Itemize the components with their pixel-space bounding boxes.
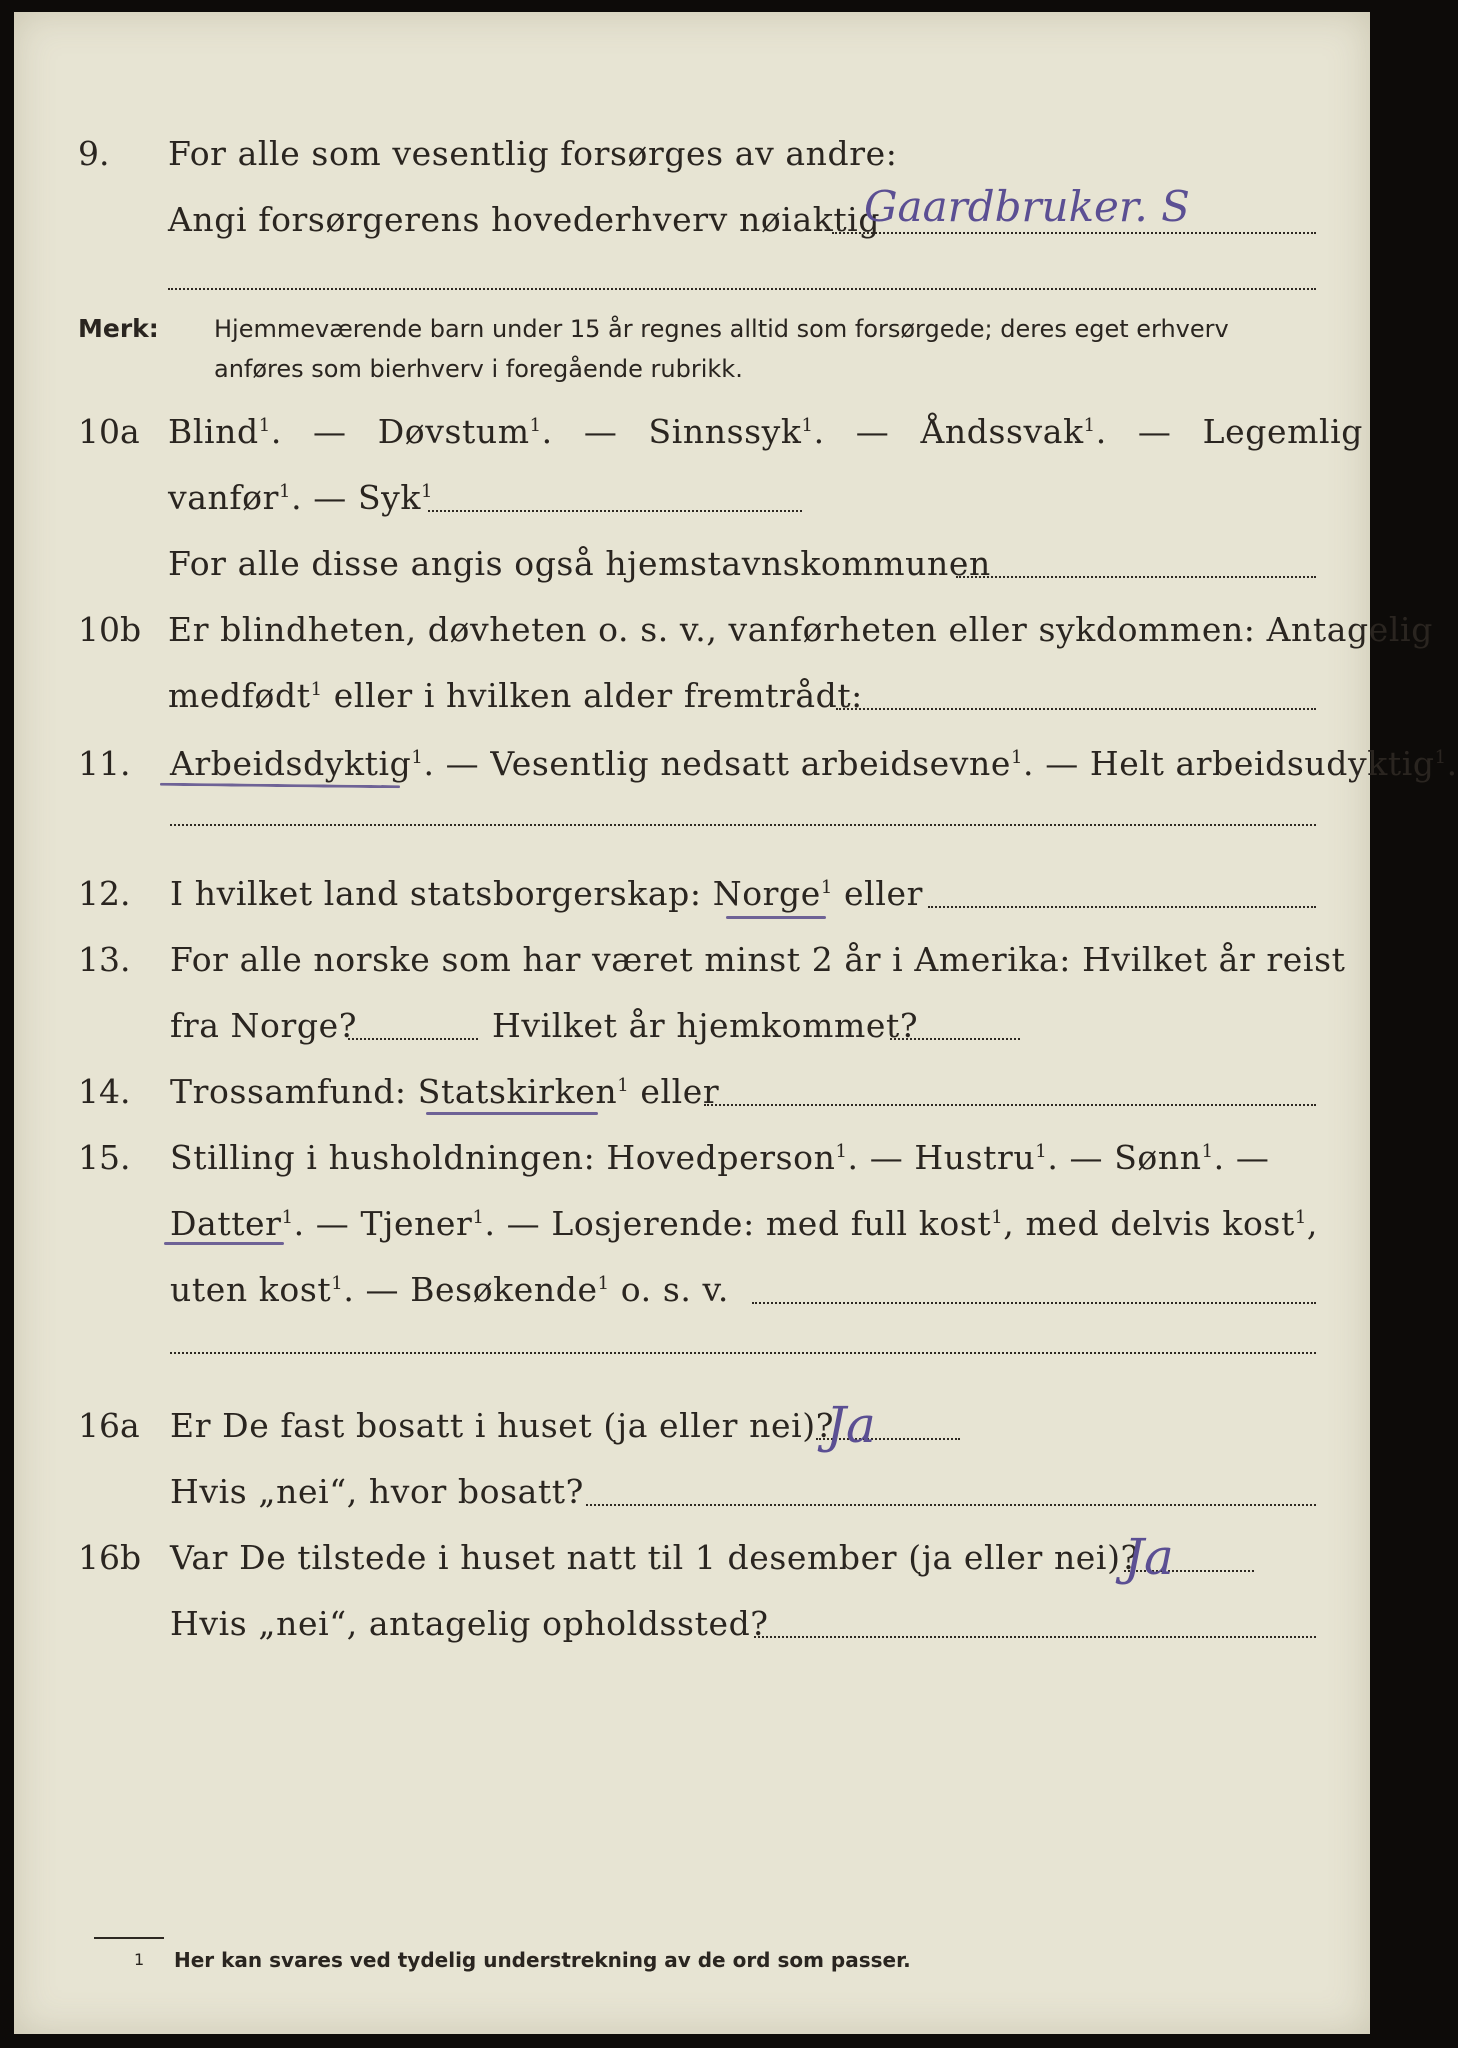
option-legemlig: Legemlig bbox=[1202, 412, 1364, 451]
q10a-hjemstavn-line bbox=[956, 576, 1316, 578]
datter-underline bbox=[164, 1242, 284, 1245]
arbeidsdyktig-underline bbox=[160, 783, 400, 789]
q11-number: 11. bbox=[78, 744, 131, 783]
q13-line2a: fra Norge? bbox=[170, 1006, 358, 1045]
q15-number: 15. bbox=[78, 1138, 131, 1177]
q13-hjemkommet-line bbox=[890, 1038, 1020, 1040]
footnote-ref: 1 bbox=[411, 747, 424, 768]
footnote-ref: 1 bbox=[529, 415, 542, 436]
footnote-ref: 1 bbox=[991, 1207, 1004, 1228]
option-andssvak: Åndssvak bbox=[920, 412, 1084, 451]
option-statskirken: Statskirken bbox=[417, 1072, 618, 1111]
footnote-number: 1 bbox=[134, 1950, 145, 1969]
q14-answer-line bbox=[704, 1104, 1316, 1106]
footnote-ref: 1 bbox=[472, 1207, 485, 1228]
q10a-line3: For alle disse angis også hjemstavnskommunen bbox=[168, 544, 991, 583]
q14-text: Trossamfund: bbox=[170, 1072, 407, 1111]
q16a-handwritten-answer: Ja bbox=[826, 1396, 876, 1454]
option-besokende: Besøkende bbox=[410, 1270, 598, 1309]
merk-label: Merk: bbox=[78, 314, 159, 343]
q16a-line2: Hvis „nei“, hvor bosatt? bbox=[170, 1472, 584, 1511]
q10b-line1: Er blindheten, døvheten o. s. v., vanførheten eller sykdommen: Antagelig bbox=[168, 610, 1433, 649]
option-sonn: Sønn bbox=[1114, 1138, 1202, 1177]
q11-line: Arbeidsdyktig$^1$. — Vesentlig nedsatt arbeidsevne$^1$. — Helt arbeidsudyktig$^1$. bbox=[170, 744, 1458, 783]
q9-line2: Angi forsørgerens hovederhverv nøiaktig bbox=[168, 200, 881, 239]
option-full-kost: Losjerende: med full kost bbox=[551, 1204, 992, 1243]
footnote-ref: 1 bbox=[801, 415, 814, 436]
option-tjener: Tjener bbox=[360, 1204, 473, 1243]
footnote-ref: 1 bbox=[421, 481, 434, 502]
q10a-syk-line bbox=[428, 510, 802, 512]
q9-extra-line bbox=[168, 288, 1316, 290]
option-medfodt: medfødt bbox=[168, 676, 311, 715]
footnote-ref: 1 bbox=[279, 481, 292, 502]
option-udyktig: Helt arbeidsudyktig bbox=[1089, 744, 1435, 783]
q10a-line2: vanfør$^1$. — Syk$^1$ bbox=[168, 478, 434, 517]
q15-lead: Stilling i husholdningen: bbox=[170, 1138, 596, 1177]
q10a-line1: Blind$^1$. — Døvstum$^1$. — Sinnssyk$^1$. — Åndssvak$^1$. — Legemlig bbox=[168, 412, 1364, 451]
q12-answer-line bbox=[928, 906, 1316, 908]
footnote-ref: 1 bbox=[1035, 1141, 1048, 1162]
q10b-line2 bbox=[168, 676, 863, 715]
q13-line2b: Hvilket år hjemkommet? bbox=[492, 1006, 919, 1045]
option-sinnssyk: Sinnssyk bbox=[648, 412, 802, 451]
q12-number: 12. bbox=[78, 874, 131, 913]
q16a-bosatt-line bbox=[586, 1504, 1316, 1506]
footnote-ref: 1 bbox=[1201, 1141, 1214, 1162]
option-hovedperson: Hovedperson bbox=[606, 1138, 836, 1177]
q14-line bbox=[170, 1072, 719, 1111]
q13-reist-line bbox=[348, 1038, 478, 1040]
q9-number: 9. bbox=[78, 134, 110, 173]
q13-line1: For alle norske som har været minst 2 år i Amerika: Hvilket år reist bbox=[170, 940, 1346, 979]
footnote-rule bbox=[94, 1937, 164, 1939]
q15-extra-line bbox=[170, 1352, 1316, 1354]
option-uten-kost: uten kost bbox=[170, 1270, 332, 1309]
q9-answer-line bbox=[832, 232, 1316, 234]
q14-number: 14. bbox=[78, 1072, 131, 1111]
census-form-page bbox=[14, 12, 1458, 2034]
footnote-ref: 1 bbox=[331, 1273, 344, 1294]
q15-line2: Datter$^1$. — Tjener$^1$. — Losjerende: med full kost$^1$, med delvis kost$^1$, bbox=[170, 1204, 1318, 1243]
q16a-line1: Er De fast bosatt i huset (ja eller nei)? bbox=[170, 1406, 834, 1445]
q16b-opholdssted-line bbox=[754, 1636, 1316, 1638]
option-norge: Norge bbox=[712, 874, 821, 913]
footnote-ref: 1 bbox=[617, 1075, 630, 1096]
footnote-ref: 1 bbox=[1294, 1207, 1307, 1228]
footnote-ref: 1 bbox=[820, 877, 833, 898]
option-delvis-kost: med delvis kost bbox=[1025, 1204, 1295, 1243]
q10a-number: 10a bbox=[78, 412, 140, 451]
footnote-ref: 1 bbox=[1434, 747, 1447, 768]
option-blind: Blind bbox=[168, 412, 259, 451]
q16b-line1: Var De tilstede i huset natt til 1 desember (ja eller nei)? bbox=[170, 1538, 1139, 1577]
q16b-handwritten-answer: Ja bbox=[1124, 1528, 1174, 1586]
q11-extra-line bbox=[170, 824, 1316, 826]
q16b-number: 16b bbox=[78, 1538, 142, 1577]
q16a-number: 16a bbox=[78, 1406, 140, 1445]
footnote-text: Her kan svares ved tydelig understrekning av de ord som passer. bbox=[174, 1948, 911, 1972]
option-datter: Datter bbox=[170, 1204, 282, 1243]
merk-line1: Hjemmeværende barn under 15 år regnes alltid som forsørgede; deres eget erhverv bbox=[214, 315, 1229, 343]
footnote-ref: 1 bbox=[1083, 415, 1096, 436]
footnote-ref: 1 bbox=[310, 679, 323, 700]
option-hustru: Hustru bbox=[914, 1138, 1036, 1177]
statskirken-underline bbox=[426, 1112, 598, 1115]
merk-line2: anføres som bierhverv i foregående rubrikk. bbox=[214, 355, 743, 383]
q14-eller: eller bbox=[640, 1072, 720, 1111]
q15-answer-line bbox=[752, 1302, 1316, 1304]
q15-line3: uten kost$^1$. — Besøkende$^1$ o. s. v. bbox=[170, 1270, 729, 1309]
q13-number: 13. bbox=[78, 940, 131, 979]
q12-text: I hvilket land statsborgerskap: bbox=[170, 874, 702, 913]
q16b-line2: Hvis „nei“, antagelig opholdssted? bbox=[170, 1604, 769, 1643]
option-nedsatt: Vesentlig nedsatt arbeidsevne bbox=[490, 744, 1011, 783]
q9-handwritten-answer: Gaardbruker. S bbox=[864, 182, 1190, 231]
footnote-ref: 1 bbox=[281, 1207, 294, 1228]
q10b-line2-rest: eller i hvilken alder fremtrådt: bbox=[333, 676, 863, 715]
footnote-ref: 1 bbox=[258, 415, 271, 436]
footnote-ref: 1 bbox=[835, 1141, 848, 1162]
option-syk: Syk bbox=[357, 478, 422, 517]
q15-osv: o. s. v. bbox=[620, 1270, 729, 1309]
q12-line bbox=[170, 874, 923, 913]
option-arbeidsdyktig: Arbeidsdyktig bbox=[170, 744, 412, 783]
q15-line1: Stilling i husholdningen: Hovedperson$^1$. — Hustru$^1$. — Sønn$^1$. — bbox=[170, 1138, 1270, 1177]
q10b-answer-line bbox=[836, 708, 1316, 710]
option-vanfor: vanfør bbox=[168, 478, 280, 517]
option-dovstum: Døvstum bbox=[377, 412, 530, 451]
q10b-number: 10b bbox=[78, 610, 142, 649]
q12-eller: eller bbox=[844, 874, 923, 913]
footnote-ref: 1 bbox=[1010, 747, 1024, 768]
q9-line1: For alle som vesentlig forsørges av andre: bbox=[168, 134, 898, 173]
norge-underline bbox=[726, 916, 826, 919]
footnote-ref: 1 bbox=[597, 1273, 610, 1294]
